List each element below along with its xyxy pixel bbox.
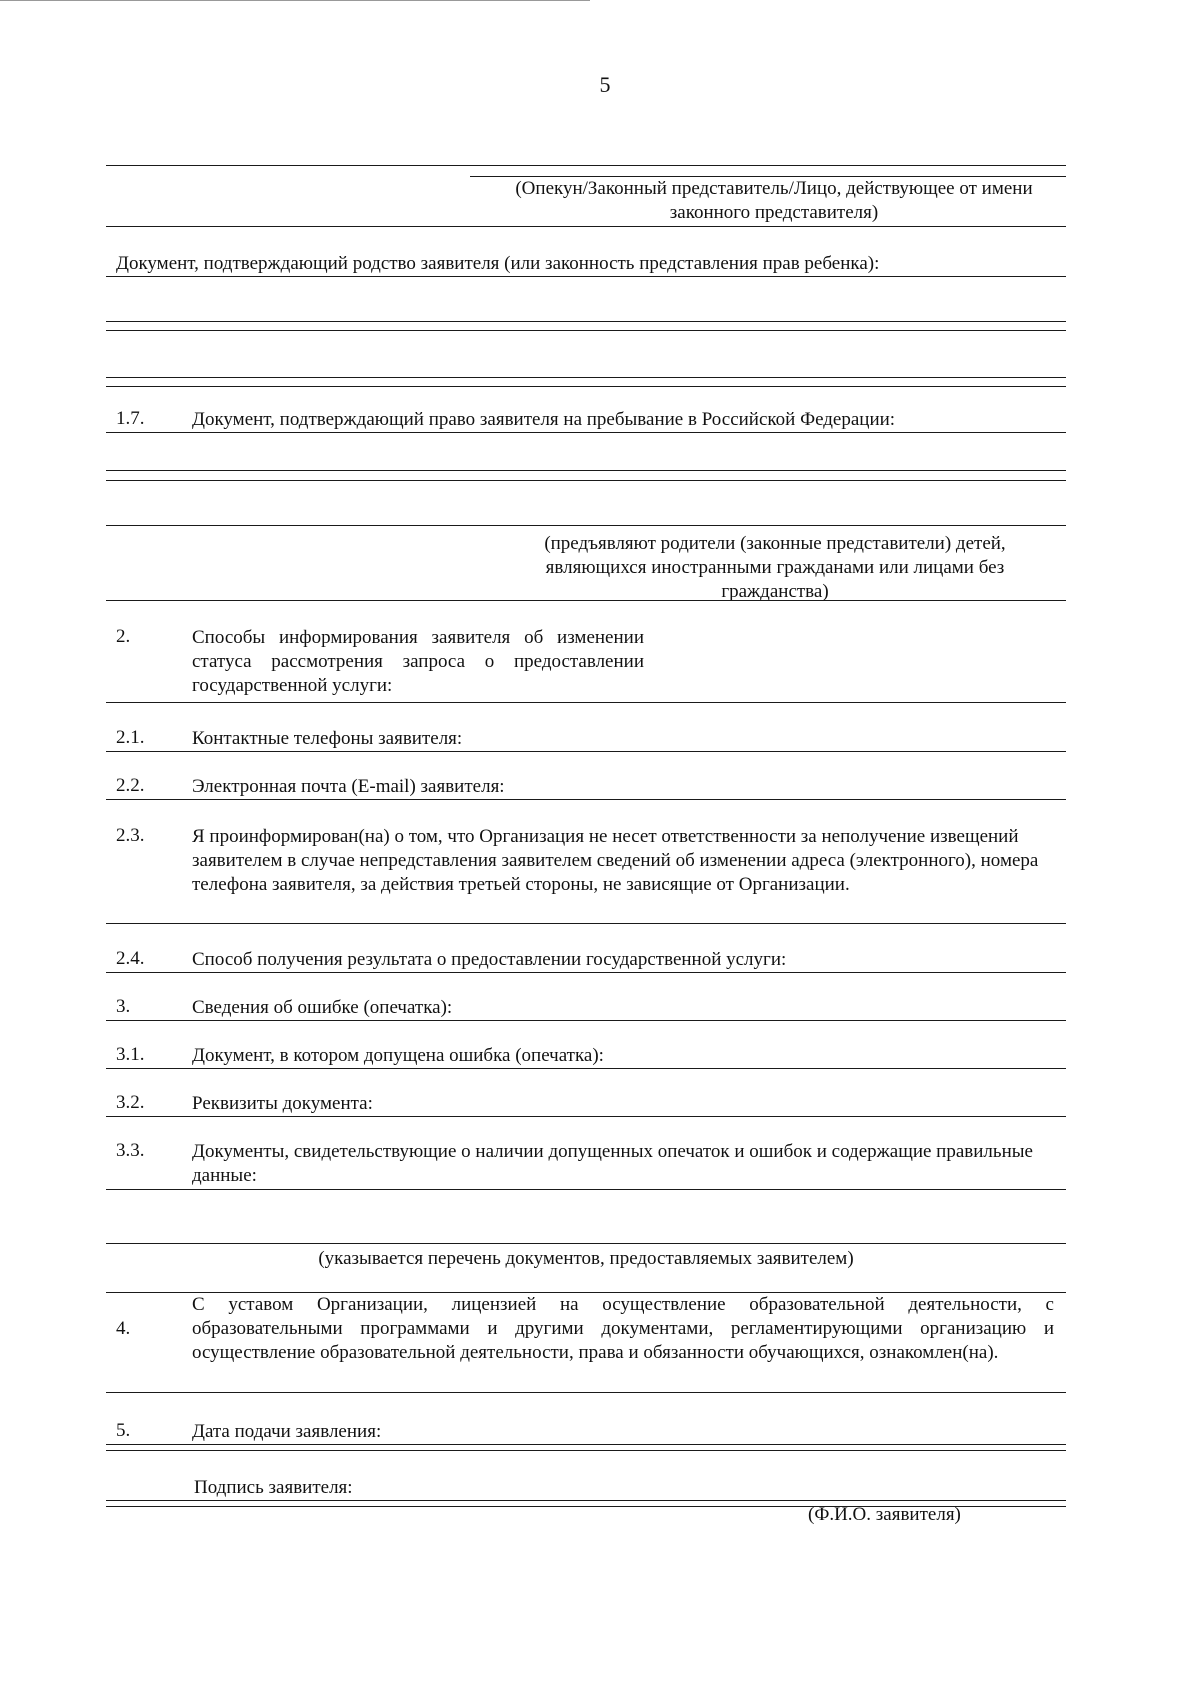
section-3-2-field[interactable]	[106, 1116, 1066, 1117]
section-2-3-underline	[106, 923, 1066, 924]
section-3-2-number: 3.2.	[116, 1092, 145, 1113]
section-5-text: Дата подачи заявления:	[192, 1421, 382, 1442]
section-3-1-number: 3.1.	[116, 1044, 145, 1065]
section-2-1-text: Контактные телефоны заявителя:	[192, 728, 463, 749]
section-1-7-number: 1.7.	[116, 408, 145, 429]
signature-label: Подпись заявителя:	[194, 1477, 353, 1498]
section-2-4-field[interactable]	[106, 972, 1066, 973]
section-1-7-note: (предъявляют родители (законные представители) детей, являющихся иностранными гражданами или лицами без гражданства)	[544, 533, 1006, 602]
section-3-3-field[interactable]	[106, 1243, 1066, 1244]
signature-field[interactable]	[106, 1500, 1066, 1501]
signature-top-line	[106, 1450, 1066, 1451]
kinship-doc-field-2[interactable]	[106, 377, 1066, 378]
section-2-text: Способы информирования заявителя об изменении статуса рассмотрения запроса о предоставлении государственной услуги:	[192, 627, 644, 696]
kinship-doc-label: Документ, подтверждающий родство заявителя (или законность представления прав ребенка):	[116, 253, 880, 274]
page-number: 5	[599, 72, 611, 97]
section-2-1-field[interactable]	[106, 751, 1066, 752]
section-3-3-number: 3.3.	[116, 1140, 145, 1161]
section-2-number: 2.	[116, 626, 131, 647]
submission-date-field[interactable]	[106, 1444, 1066, 1445]
section-2-3-text: Я проинформирован(на) о том, что Организация не несет ответственности за неполучение извещений заявителем в случае непредставления заявителем сведений об изменении адреса (электронного), номера телефона заявителя, за действия третьей стороны, не зависящие от Организации.	[192, 826, 1039, 895]
guardian-line-top	[106, 165, 1066, 166]
section-2-underline	[106, 702, 1066, 703]
section-2-3-number: 2.3.	[116, 825, 145, 846]
section-1-7-bottom-line	[106, 600, 1066, 601]
fio-note: (Ф.И.О. заявителя)	[808, 1504, 961, 1525]
section-3-2-text: Реквизиты документа:	[192, 1093, 373, 1114]
section-2-2-text: Электронная почта (E-mail) заявителя:	[192, 776, 505, 797]
guardian-line-bottom	[106, 226, 1066, 227]
guardian-note: (Опекун/Законный представитель/Лицо, действующее от имени законного представителя)	[515, 178, 1033, 223]
section-3-text: Сведения об ошибке (опечатка):	[192, 997, 453, 1018]
section-1-7-underline	[106, 432, 1066, 433]
kinship-doc-field-2b	[106, 386, 1066, 387]
section-3-number: 3.	[116, 996, 131, 1017]
section-3-field[interactable]	[106, 1020, 1066, 1021]
section-1-7-field-1[interactable]	[106, 470, 1066, 471]
section-3-3-underline	[106, 1189, 1066, 1190]
section-4-text: С уставом Организации, лицензией на осуществление образовательной деятельности, с образовательными программами и другими документами, регламентирующими организацию и осуществление образовательной деятельности, права и обязанности обучающихся, ознакомлен(на).	[192, 1294, 1054, 1363]
section-2-2-field[interactable]	[106, 799, 1066, 800]
kinship-doc-underline	[106, 276, 1066, 277]
section-1-7-field-2[interactable]	[106, 525, 1066, 526]
section-2-4-number: 2.4.	[116, 948, 145, 969]
section-2-2-number: 2.2.	[116, 775, 145, 796]
section-3-1-text: Документ, в котором допущена ошибка (опечатка):	[192, 1045, 604, 1066]
scan-edge-line	[0, 0, 590, 1]
kinship-doc-field-1b	[106, 330, 1066, 331]
section-3-3-text: Документы, свидетельствующие о наличии допущенных опечаток и ошибок и содержащие правильные данные:	[192, 1141, 1033, 1186]
section-3-1-field[interactable]	[106, 1068, 1066, 1069]
section-2-4-text: Способ получения результата о предоставлении государственной услуги:	[192, 949, 787, 970]
section-2-1-number: 2.1.	[116, 727, 145, 748]
section-4-number: 4.	[116, 1318, 131, 1339]
section-4-underline	[106, 1392, 1066, 1393]
section-1-7-label: Документ, подтверждающий право заявителя на пребывание в Российской Федерации:	[192, 409, 896, 430]
docs-list-note: (указывается перечень документов, предоставляемых заявителем)	[318, 1248, 854, 1269]
section-1-7-field-1b	[106, 480, 1066, 481]
kinship-doc-field-1[interactable]	[106, 321, 1066, 322]
section-5-number: 5.	[116, 1420, 131, 1441]
